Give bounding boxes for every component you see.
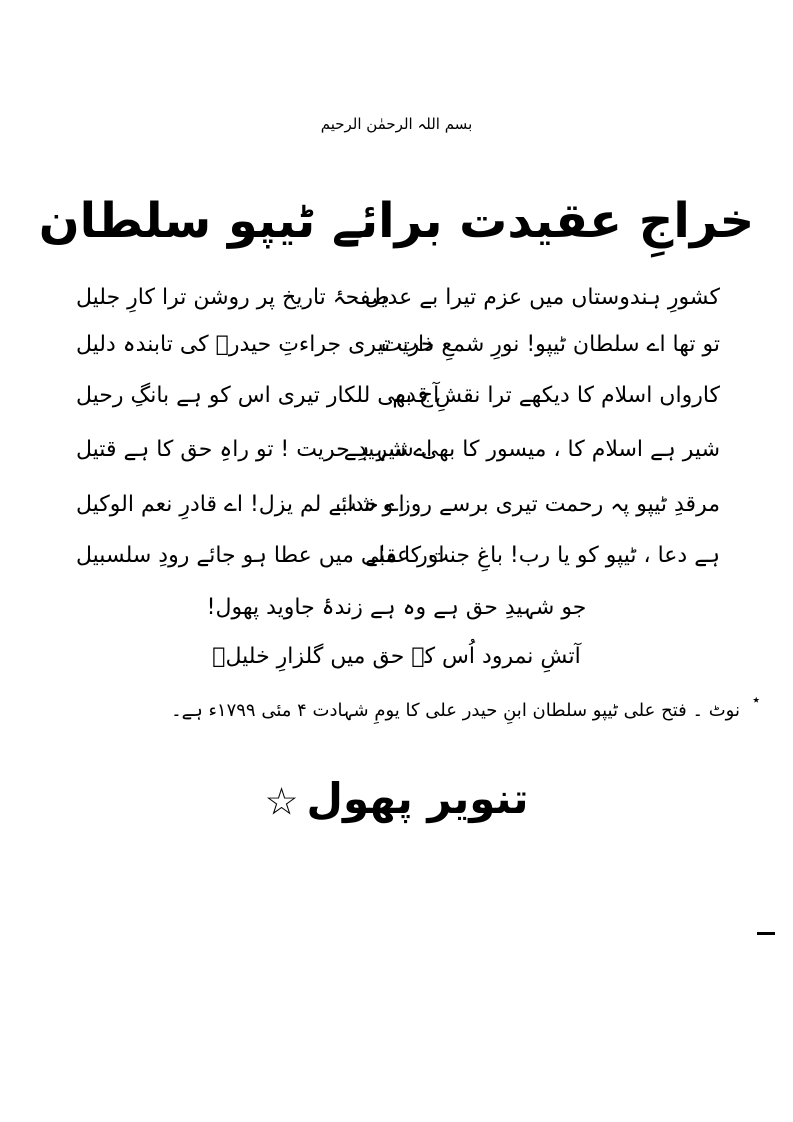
footer-divider (757, 932, 775, 935)
poem-title: خراجِ عقیدت برائے ٹیپو سلطان (38, 193, 755, 249)
couplet-first-line: ہے دعا ، ٹیپو کو یا رب! باغِ جنت کا ملے (365, 543, 720, 568)
couplet (60, 327, 720, 363)
couplet (60, 487, 720, 523)
couplet (60, 280, 720, 316)
couplet-first-line: تو تھا اے سلطان ٹیپو! نورِ شمعِ حریت (380, 332, 720, 357)
couplet (60, 378, 720, 414)
couplet-second-line: اے شہیدِ حریت ! تو راہِ حق کا ہے قتیل (76, 437, 433, 462)
bismillah-heading: بسم اللہ الرحمٰن الرحیم (320, 115, 473, 133)
footnote-marker: ٭ (752, 692, 760, 708)
footnote (171, 692, 760, 728)
couplet-first-line: کارواں اسلام کا دیکھے ترا نقشِ قدم (392, 383, 720, 408)
star-icon: ☆ (264, 779, 299, 824)
couplet-second-line: صفحۂ تاریخ پر روشن ترا کارِ جلیل (76, 285, 390, 310)
couplet-second-line: ذات تیری جراءتِ حیدرؒ کی تابندہ دلیل (76, 332, 434, 357)
couplet (60, 432, 720, 468)
couplet (60, 538, 720, 574)
footnote-text: نوٹ ۔ فتح علی ٹیپو سلطان ابنِ حیدر علی کا یومِ شہادت ۴ مئی ۱۷۹۹ء ہے۔ (171, 700, 740, 721)
closing-line: جو شہیدِ حق ہے وہ ہے زندۂ جاوید پھول! (206, 595, 587, 620)
author-signature (0, 764, 793, 837)
couplet-first-line: شیر ہے اسلام کا ، میسور کا بھی شیر ہے (343, 437, 720, 462)
couplet-second-line: آج بھی للکار تیری اس کو ہے بانگِ رحیل (76, 383, 440, 408)
couplet-first-line: مرقدِ ٹیپو پہ رحمت تیری برسے روز و شب (335, 492, 720, 517)
couplet-first-line: کشورِ ہندوستاں میں عزم تیرا بے عدیل (364, 285, 720, 310)
couplet-second-line: اے خدائے لم یزل! اے قادرِ نعم الوکیل (76, 492, 405, 517)
couplet-second-line: اور عقبٰی میں عطا ہو جائے رودِ سلسبیل (76, 543, 445, 568)
closing-line: آتشِ نمرود اُس کے حق میں گلزارِ خلیلؑ (212, 644, 581, 669)
author-name: تنویر پھول (306, 774, 529, 823)
